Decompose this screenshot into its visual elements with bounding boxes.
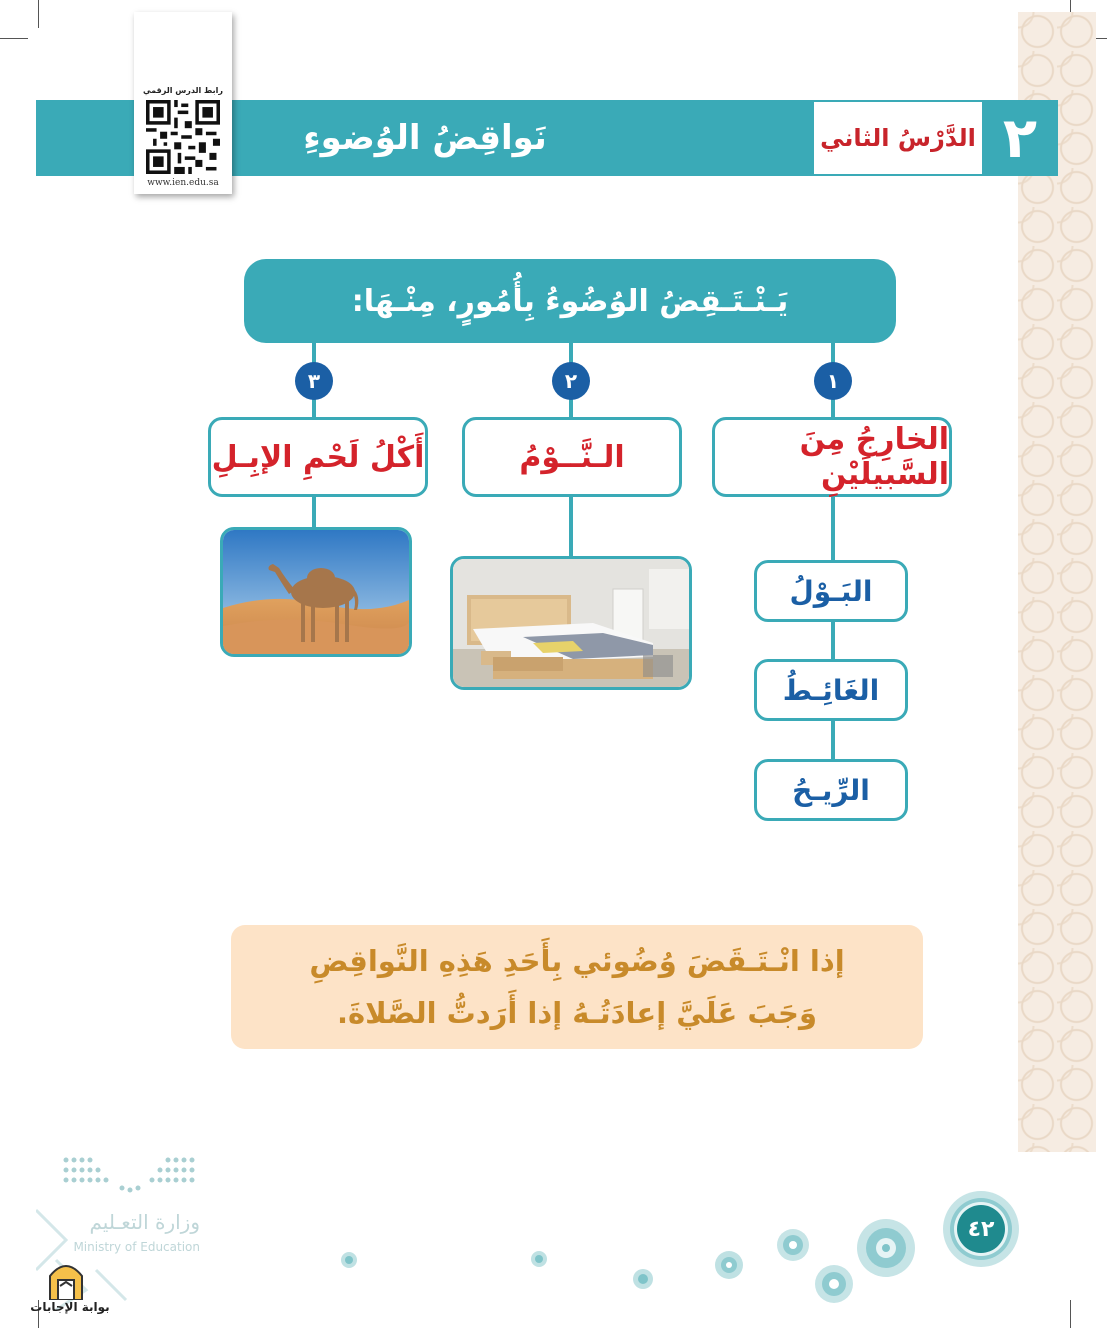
flower-ornament-icon: [776, 1228, 810, 1262]
note-line-2: وَجَبَ عَلَيَّ إعادَتُـهُ إذا أَرَدتُّ الصَّلاةَ.: [337, 996, 817, 1030]
lesson-label: الدَّرْسُ الثاني: [814, 100, 982, 176]
ministry-name-english: Ministry of Education: [73, 1240, 200, 1254]
flower-ornament-icon: [632, 1268, 654, 1290]
bed-photo: [450, 556, 692, 690]
number-badge: ٢: [552, 362, 590, 400]
flower-ornament-icon: [714, 1250, 744, 1280]
connector-line: [569, 497, 573, 557]
camel-photo: [220, 527, 412, 657]
connector-line: [831, 497, 835, 761]
crop-mark: [1070, 1300, 1071, 1328]
page-number: ٤٢: [957, 1205, 1005, 1253]
page-title: نَواقِضُ الوُضوءِ: [303, 118, 547, 158]
qr-label: رابط الدرس الرقمي: [143, 86, 223, 95]
sub-item-feces: الغَائِـطُ: [754, 659, 908, 721]
connector-line: [312, 497, 316, 529]
qr-code-icon[interactable]: [146, 100, 220, 174]
ministry-logo-icon: [62, 1156, 196, 1196]
lesson-number: ٢: [982, 100, 1058, 176]
camel-image: [223, 530, 409, 654]
number-badge: ٣: [295, 362, 333, 400]
watermark-logo-icon: [46, 1256, 86, 1300]
main-statement: يَـنْـتَـقِضُ الوُضُوءُ بِأُمُورٍ، مِنْـهَا:: [244, 259, 896, 343]
category-sleep: الـنَّــوْمُ: [462, 417, 682, 497]
flower-ornament-icon: [530, 1250, 548, 1268]
side-pattern: [1018, 12, 1096, 1152]
category-two-passages: الخارِجُ مِنَ السَّبيلَيْنِ: [712, 417, 952, 497]
flower-ornament-icon: [856, 1218, 916, 1278]
sub-item-urine: البَـوْلُ: [754, 560, 908, 622]
sub-item-wind: الرِّيـحُ: [754, 759, 908, 821]
note-box: [231, 925, 923, 1049]
category-camel-meat: أَكْلُ لَحْمِ الإبِـلِ: [208, 417, 428, 497]
qr-url[interactable]: www.ien.edu.sa: [147, 178, 219, 188]
bed-image: [453, 559, 689, 687]
number-badge: ١: [814, 362, 852, 400]
qr-card[interactable]: [134, 12, 232, 194]
crop-mark: [38, 0, 39, 28]
flower-ornament-icon: [340, 1251, 358, 1269]
flower-ornament-icon: [814, 1264, 854, 1304]
note-line-1: إذا انْـتَـقَضَ وُضُوئي بِأَحَدِ هَذِهِ النَّواقِضِ: [309, 944, 845, 978]
crop-mark: [0, 38, 28, 39]
ministry-name-arabic: وزارة التعـليم: [89, 1210, 200, 1234]
watermark-text: بوابة الإجابات: [30, 1300, 110, 1314]
